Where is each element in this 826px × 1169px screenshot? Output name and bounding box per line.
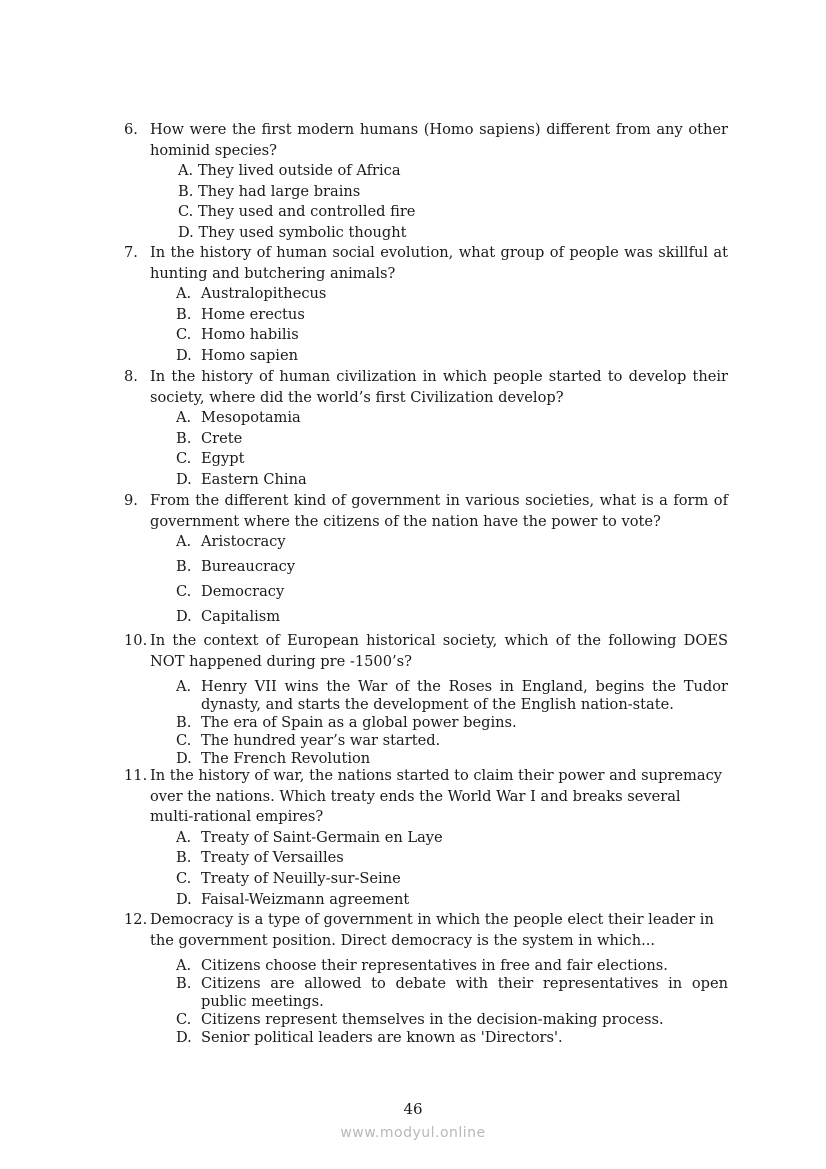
option-text: Treaty of Versailles [201,849,344,867]
option-d [176,346,728,367]
option-text: Homo habilis [201,326,299,344]
question-number: 8. [124,368,138,385]
option-a [176,957,728,975]
question-number: 7. [124,244,138,261]
option-c [176,732,728,750]
option-d [176,890,728,911]
option-text: Henry VII wins the War of the Roses in England, begins the Tudor dynasty, and starts the development of the English nation-state. [201,678,728,714]
option-a [176,530,728,555]
option-label: A. [176,828,192,846]
option-d [176,1029,728,1047]
question-8 [124,367,728,491]
option-label: B. [176,975,192,993]
option-label: D. [176,1029,192,1047]
page-number: 46 [403,1100,423,1118]
option-text: Citizens are allowed to debate with their representatives in open public meetings. [201,975,728,1011]
option-label: C. [176,326,192,344]
option-label: C. [176,732,192,750]
question-12 [124,910,728,1047]
option-text: Australopithecus [201,285,327,303]
option-label: C. [176,450,192,468]
question-text: How were the first modern humans (Homo sapiens) different from any other hominid species? [150,121,728,159]
question-text: In the history of human civilization in which people started to develop their society, where did the world’s first Civilization develop? [150,368,728,406]
option-text: The hundred year’s war started. [201,732,441,750]
question-number: 11. [124,767,148,784]
option-c [178,202,728,223]
option-c [176,1011,728,1029]
question-6 [124,120,728,244]
option-text: Eastern China [201,470,307,488]
option-label: B. [176,557,192,575]
question-7 [124,243,728,367]
option-text: Democracy [201,582,285,600]
question-number: 9. [124,492,138,509]
question-9 [124,491,728,629]
option-a [176,828,728,849]
option-label: D. [176,890,192,908]
option-label: C. [176,1011,192,1029]
option-b [176,555,728,580]
question-11 [124,766,728,910]
option-b [176,848,728,869]
option-text: Senior political leaders are known as 'Directors'. [201,1029,563,1047]
question-number: 12. [124,911,148,928]
option-label: C. [176,869,192,887]
option-label: D. [176,470,192,488]
option-text: The era of Spain as a global power begins. [201,714,517,732]
option-text: Faisal-Weizmann agreement [201,890,410,908]
option-text: B. They had large brains [178,182,361,200]
watermark: www.modyul.online [340,1125,486,1141]
option-label: A. [176,678,192,696]
option-text: The French Revolution [201,750,371,768]
question-number: 6. [124,121,138,138]
question-text: In the history of human social evolution, what group of people was skillful at hunting and butchering animals? [150,244,728,282]
option-c [176,580,728,605]
option-label: D. [176,607,192,625]
option-b [178,182,728,203]
option-label: D. [176,346,192,364]
question-text: From the different kind of government in various societies, what is a form of government where the citizens of the nation have the power to vote? [150,492,728,530]
question-text: Democracy is a type of government in which the people elect their leader in the government position. Direct democracy is the system in which... [150,911,714,949]
option-label: A. [176,533,192,551]
option-text: Citizens represent themselves in the decision-making process. [201,1011,664,1029]
option-d [176,605,728,630]
option-label: A. [176,409,192,427]
option-label: C. [176,582,192,600]
option-b [176,714,728,732]
option-label: D. [176,750,192,768]
option-text: Bureaucracy [201,557,296,575]
option-text: D. They used symbolic thought [178,223,407,241]
question-number: 10. [124,632,148,649]
option-label: B. [176,305,192,323]
option-label: B. [176,714,192,732]
option-text: Homo sapien [201,346,299,364]
option-text: Citizens choose their representatives in free and fair elections. [201,957,668,975]
option-text: Treaty of Saint-Germain en Laye [201,828,443,846]
option-c [176,449,728,470]
option-b [176,975,728,1011]
option-a [178,161,728,182]
option-d [176,470,728,491]
option-b [176,305,728,326]
option-d [178,223,728,244]
option-text: Capitalism [201,607,281,625]
question-text: In the history of war, the nations started to claim their power and supremacy over the nations. Which treaty ends the World War I and breaks several multi-rational empires? [150,767,722,826]
option-b [176,429,728,450]
option-label: A. [176,957,192,975]
option-label: B. [176,429,192,447]
option-label: A. [176,285,192,303]
option-a [176,408,728,429]
option-text: A. They lived outside of Africa [178,162,401,180]
option-text: Egypt [201,450,245,468]
option-text: Treaty of Neuilly-sur-Seine [201,869,401,887]
option-text: Home erectus [201,305,305,323]
option-c [176,869,728,890]
option-text: Aristocracy [201,533,286,551]
option-text: C. They used and controlled fire [178,203,416,221]
option-text: Mesopotamia [201,409,301,427]
option-label: B. [176,849,192,867]
option-text: Crete [201,429,243,447]
option-a [176,284,728,305]
question-10 [124,631,728,768]
option-c [176,325,728,346]
question-text: In the context of European historical society, which of the following DOES NOT happened during pre -1500’s? [150,632,728,670]
option-a [176,678,728,714]
